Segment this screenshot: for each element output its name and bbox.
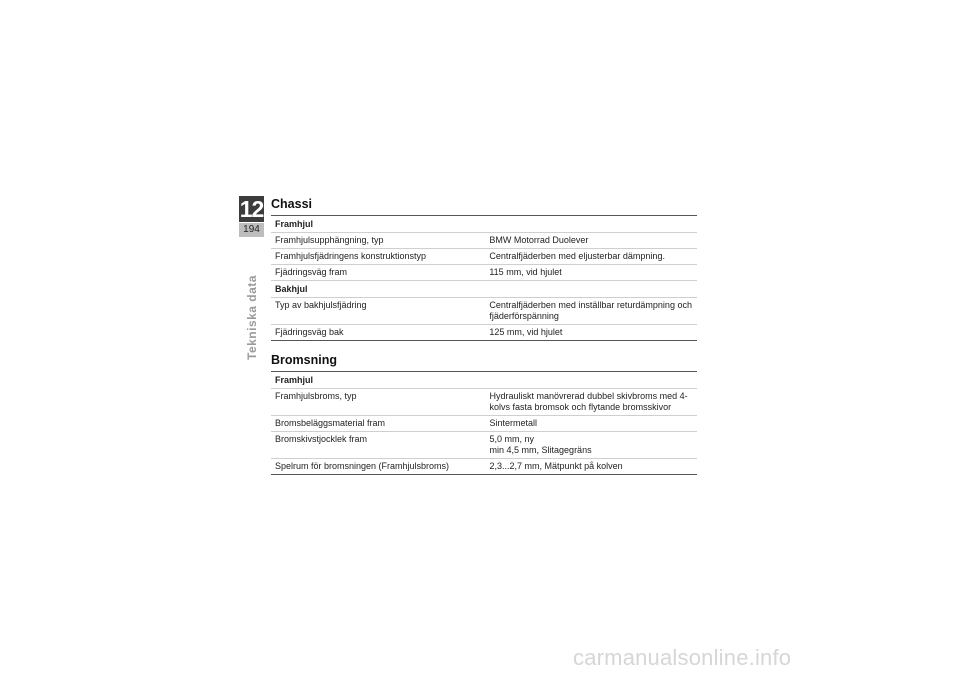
table-row bbox=[271, 416, 697, 432]
spec-value-line: 125 mm, vid hjulet bbox=[489, 327, 563, 337]
spec-value bbox=[486, 389, 697, 416]
spec-value-line: BMW Motorrad Duolever bbox=[489, 235, 589, 245]
section-title-bromsning: Bromsning bbox=[271, 353, 337, 367]
spec-value-line: Hydrauliskt manövrerad dubbel skivbroms med 4- bbox=[489, 391, 688, 401]
spec-label: Typ av bakhjulsfjädring bbox=[271, 298, 485, 325]
spec-value bbox=[486, 416, 697, 432]
table-row bbox=[271, 432, 697, 459]
table-row bbox=[271, 459, 697, 475]
spec-value bbox=[486, 459, 697, 475]
watermark: carmanualsonline.info bbox=[573, 645, 792, 670]
spec-value-line: Centralfjäderben med inställbar returdämpning och bbox=[489, 300, 692, 310]
group-row bbox=[271, 281, 697, 298]
spec-label: Framhjulsbroms, typ bbox=[271, 389, 486, 416]
spec-label: Framhjulsfjädringens konstruktionstyp bbox=[271, 249, 485, 265]
group-heading: Framhjul bbox=[271, 216, 697, 233]
group-heading: Bakhjul bbox=[271, 281, 697, 298]
spec-label: Bromskivstjocklek fram bbox=[271, 432, 486, 459]
page-number: 194 bbox=[239, 223, 264, 237]
chapter-side-label: Tekniska data bbox=[245, 275, 259, 360]
chapter-number: 12 bbox=[239, 196, 264, 222]
table-row bbox=[271, 265, 697, 281]
spec-label: Fjädringsväg fram bbox=[271, 265, 485, 281]
content bbox=[271, 196, 697, 475]
spec-value-line: 5,0 mm, ny bbox=[489, 434, 535, 444]
spec-label: Fjädringsväg bak bbox=[271, 325, 485, 341]
spec-value-line: Centralfjäderben med eljusterbar dämpning. bbox=[489, 251, 665, 261]
group-row bbox=[271, 216, 697, 233]
spec-label: Bromsbeläggsmaterial fram bbox=[271, 416, 486, 432]
spec-value bbox=[485, 233, 697, 249]
table-row bbox=[271, 325, 697, 341]
spec-value-line: 115 mm, vid hjulet bbox=[489, 267, 562, 277]
table-row bbox=[271, 389, 697, 416]
table-row bbox=[271, 298, 697, 325]
table-row bbox=[271, 249, 697, 265]
spec-value bbox=[485, 325, 697, 341]
spec-value-line: 2,3...2,7 mm, Mätpunkt på kolven bbox=[489, 461, 623, 471]
spec-value bbox=[485, 249, 697, 265]
spec-label: Framhjulsupphängning, typ bbox=[271, 233, 485, 249]
spec-value-line: min 4,5 mm, Slitagegräns bbox=[489, 445, 592, 455]
spec-value bbox=[486, 432, 697, 459]
spec-value-line: kolvs fasta bromsok och flytande bromsskivor bbox=[489, 402, 672, 412]
spec-value bbox=[485, 298, 697, 325]
group-row bbox=[271, 372, 697, 389]
spec-value bbox=[485, 265, 697, 281]
spec-value-line: Sintermetall bbox=[489, 418, 538, 428]
section-title-chassi: Chassi bbox=[271, 197, 312, 211]
group-heading: Framhjul bbox=[271, 372, 697, 389]
spec-table-chassi bbox=[271, 215, 697, 341]
spec-value-line: fjäderförspänning bbox=[489, 311, 559, 321]
spec-table-bromsning bbox=[271, 371, 697, 475]
spec-label: Spelrum för bromsningen (Framhjulsbroms) bbox=[271, 459, 486, 475]
table-row bbox=[271, 233, 697, 249]
